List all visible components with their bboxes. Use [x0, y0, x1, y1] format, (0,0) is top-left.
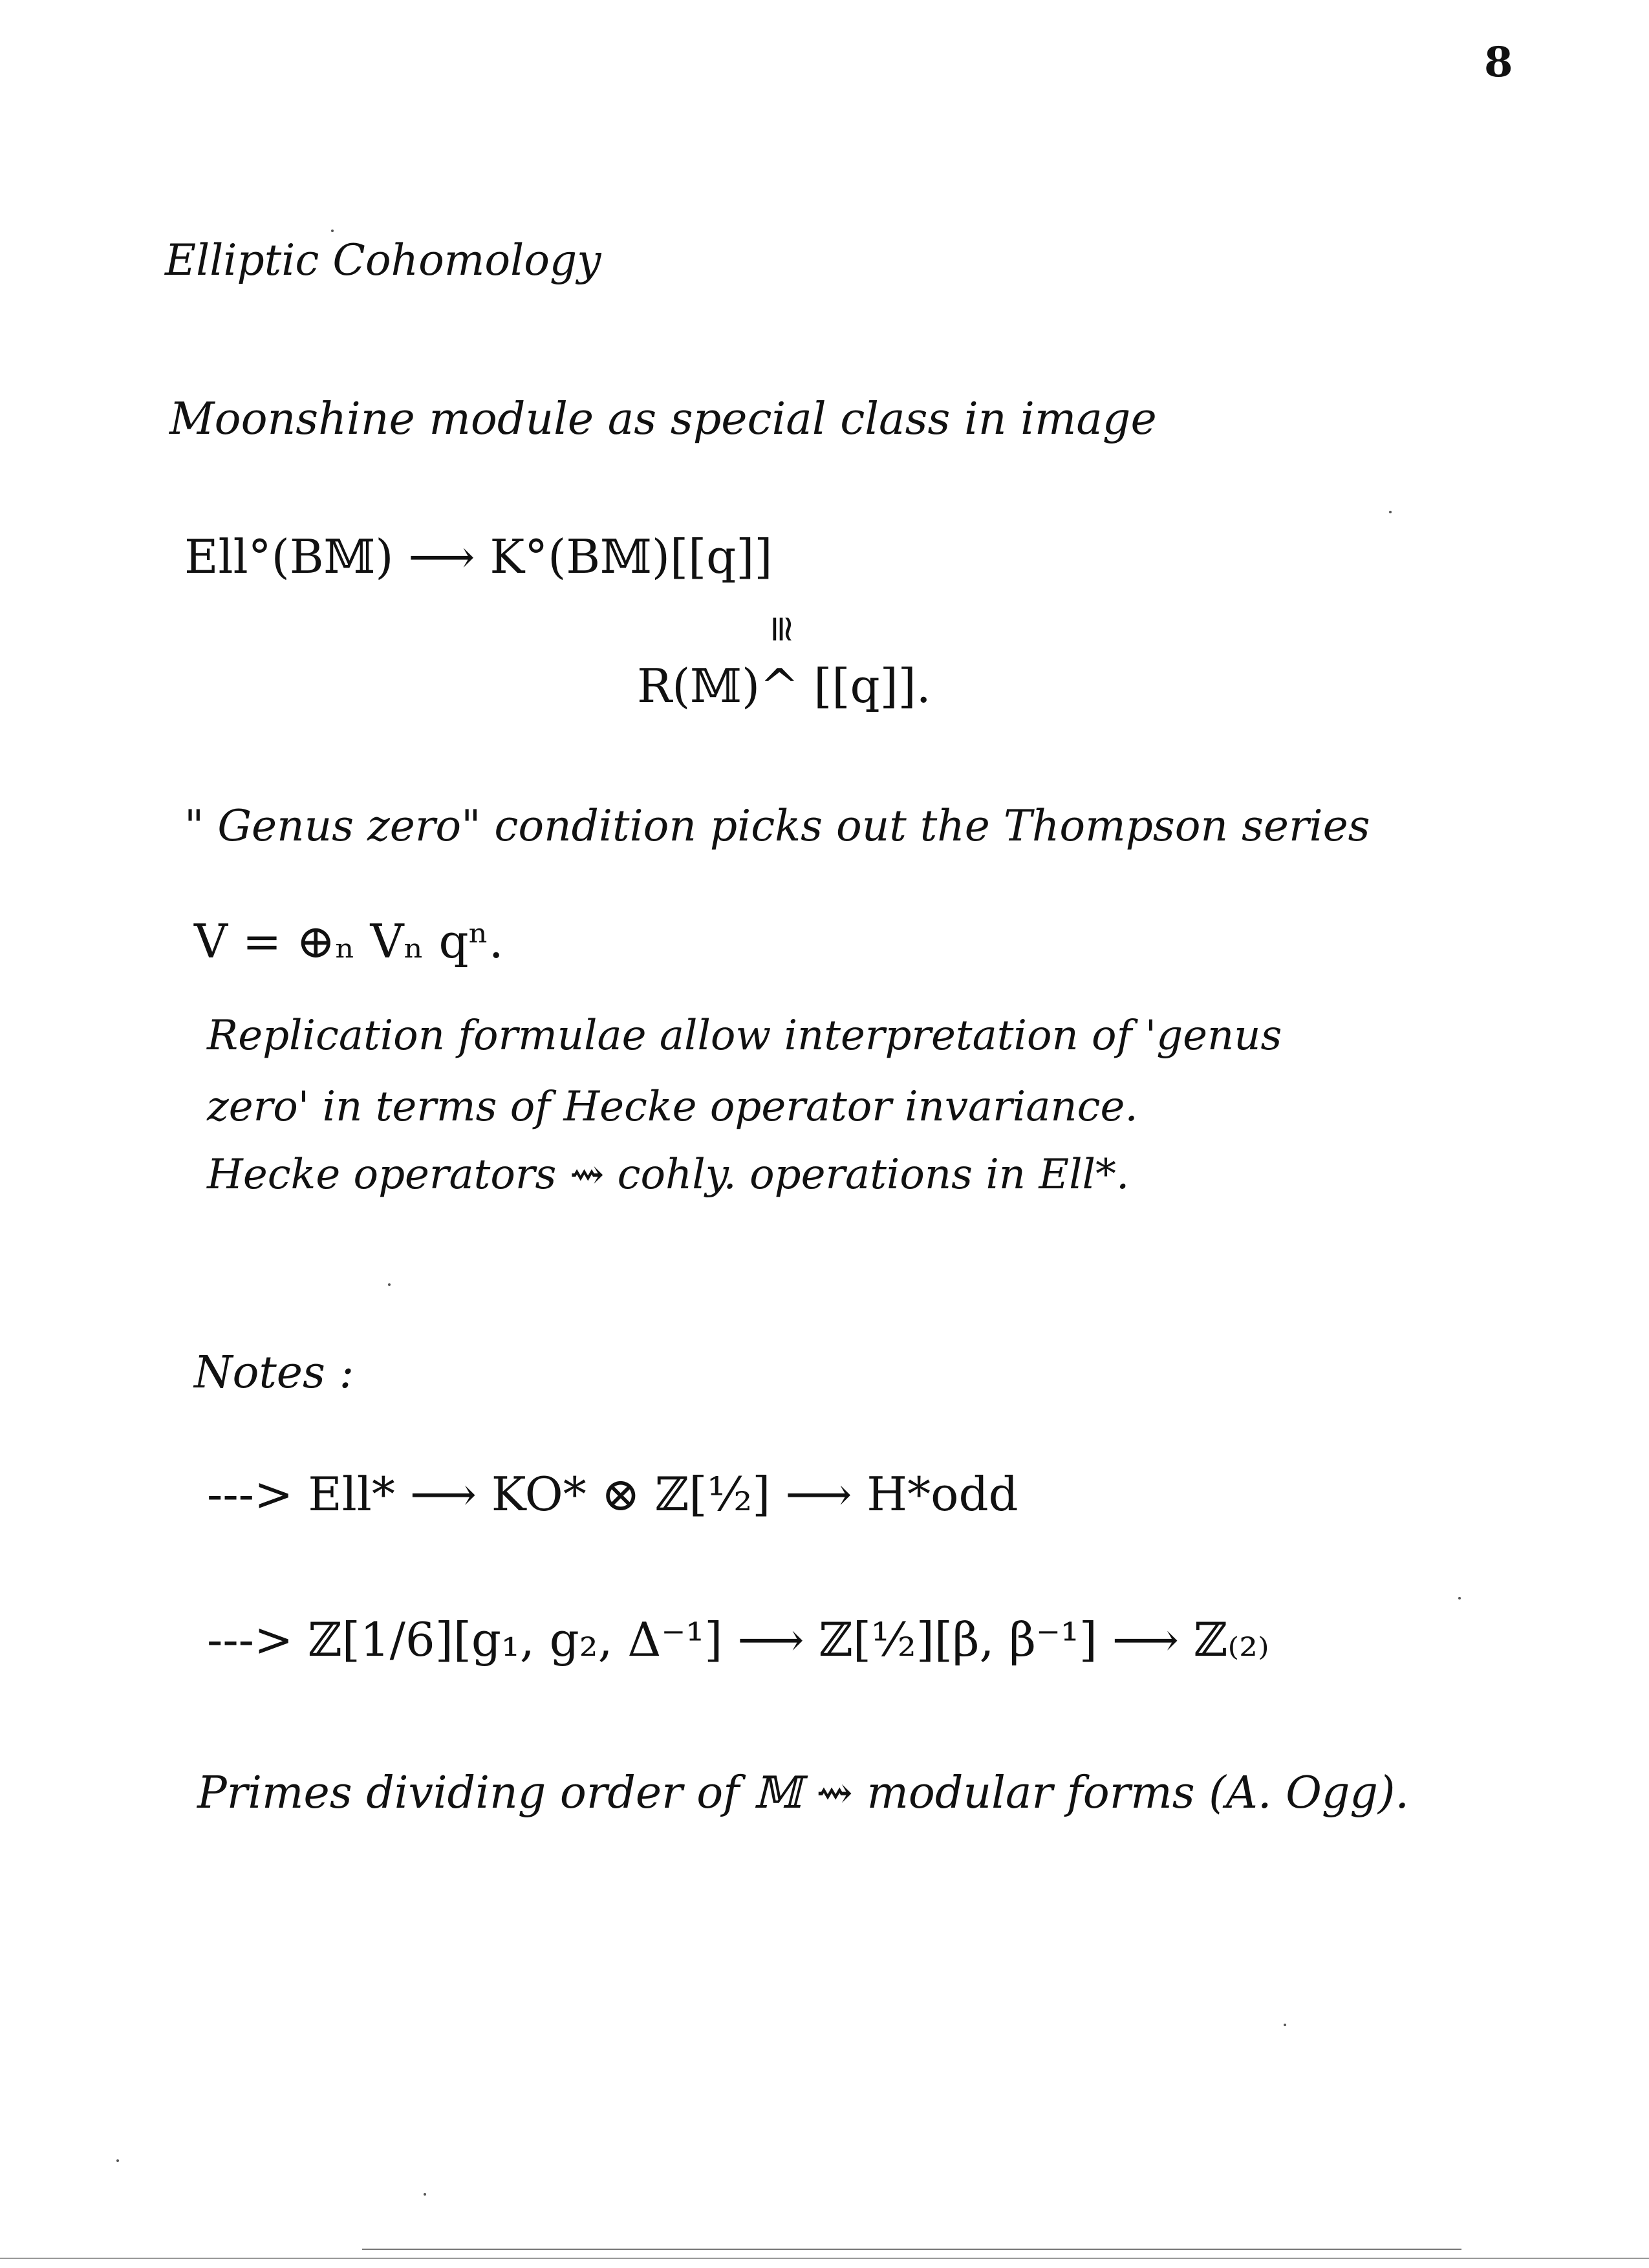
scan-speck [116, 2159, 119, 2162]
replication-line-1: Replication formulae allow interpretation of 'genus [207, 1012, 1282, 1060]
scan-speck [1284, 2024, 1286, 2026]
scan-edge-line [362, 2249, 1461, 2250]
primes-line: Primes dividing order of 𝕄 ⇝ modular forms (A. Ogg). [197, 1768, 1410, 1819]
notes-line-1: ---> Ell* ⟶ KO* ⊗ ℤ[½] ⟶ H*odd [207, 1467, 1018, 1521]
scan-speck [331, 230, 334, 232]
notes-line-2: ---> ℤ[1/6][g₁, g₂, Δ⁻¹] ⟶ ℤ[½][β, β⁻¹] ⟶ ℤ₍₂₎ [207, 1612, 1269, 1667]
scan-edge-line [0, 2258, 1649, 2259]
map-line-2: R(𝕄)^ [[q]]. [637, 659, 931, 713]
intro-text: Moonshine module as special class in image [169, 394, 1157, 445]
hecke-line: Hecke operators ⇝ cohly. operations in Ell*. [207, 1151, 1130, 1199]
scan-speck [1458, 1597, 1461, 1599]
scan-speck [388, 1283, 391, 1286]
replication-line-2: zero' in terms of Hecke operator invariance. [207, 1083, 1138, 1131]
isomorphism-symbol: ≅ [760, 614, 803, 645]
scan-speck [1389, 511, 1392, 513]
notes-heading: Notes : [194, 1347, 354, 1398]
map-line-1: Ell°(B𝕄) ⟶ K°(B𝕄)[[q]] [184, 530, 773, 584]
genus-zero-text: " Genus zero" condition picks out the Thompson series [184, 801, 1370, 851]
scan-speck [424, 2193, 426, 2196]
section-title: Elliptic Cohomology [165, 235, 601, 285]
series-formula: V = ⊕ₙ Vₙ qⁿ. [194, 914, 504, 968]
page-number: 8 [1484, 38, 1513, 87]
